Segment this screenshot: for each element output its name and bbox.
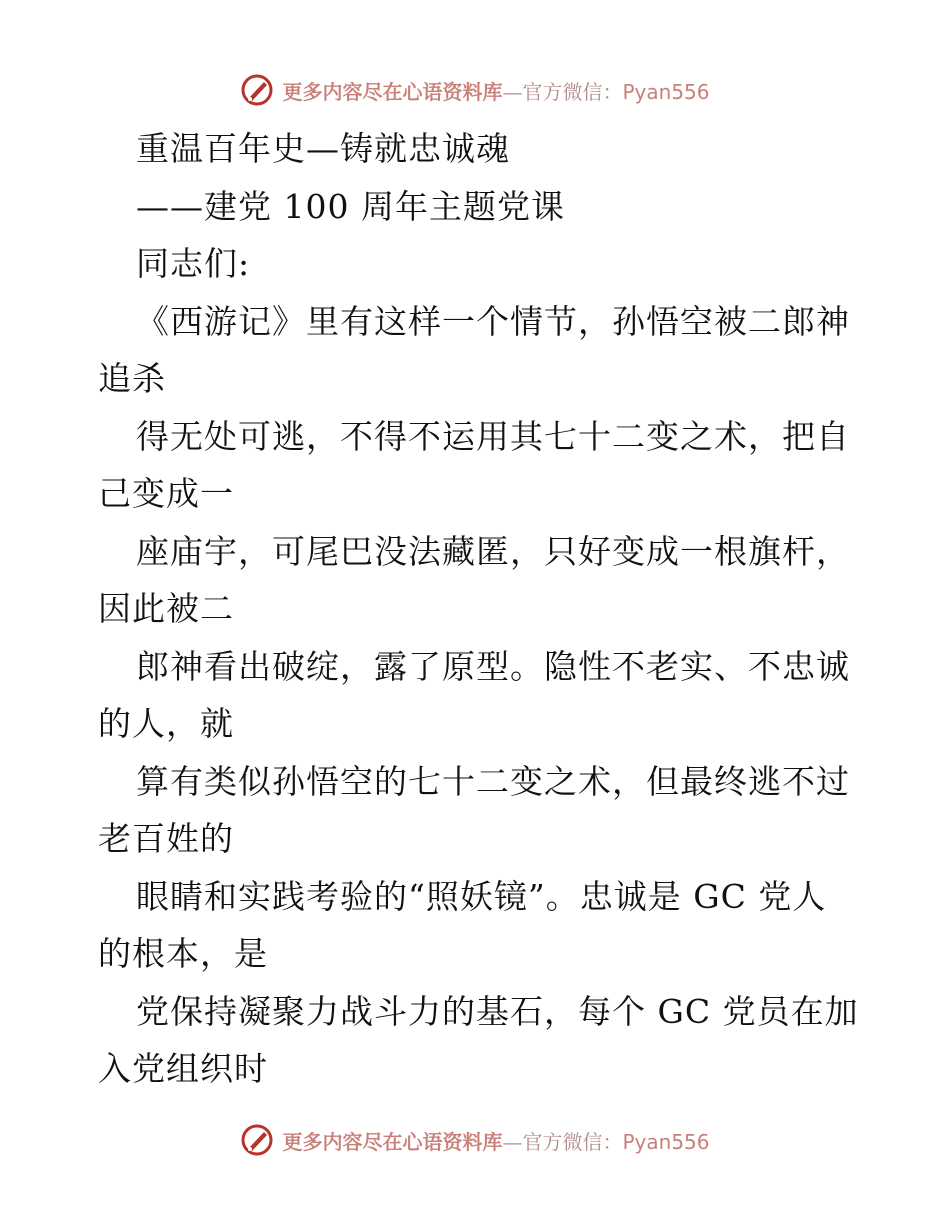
text-line: 算有类似孙悟空的七十二变之术，但最终逃不过 bbox=[136, 761, 850, 801]
text-line: 座庙宇，可尾巴没法藏匿，只好变成一根旗杆， bbox=[136, 531, 850, 571]
pen-logo-icon bbox=[240, 1123, 274, 1157]
header-banner bbox=[0, 70, 950, 110]
banner-separator: — bbox=[502, 79, 523, 104]
banner-wechat-label: 官方微信： bbox=[522, 79, 623, 104]
banner-text bbox=[282, 1126, 709, 1155]
banner-separator: — bbox=[502, 1129, 523, 1154]
banner-text bbox=[282, 76, 709, 105]
banner-wechat-label: 官方微信： bbox=[522, 1129, 623, 1154]
text-line: 得无处可逃，不得不运用其七十二变之术，把自 bbox=[136, 416, 850, 456]
text-line: ——建党 100 周年主题党课 bbox=[136, 186, 565, 226]
text-line: 因此被二 bbox=[98, 589, 234, 628]
pen-logo-icon bbox=[240, 73, 274, 107]
footer-banner bbox=[0, 1120, 950, 1160]
text-line: 党保持凝聚力战斗力的基石，每个 GC 党员在加 bbox=[136, 991, 859, 1031]
text-line: 老百姓的 bbox=[98, 819, 234, 858]
text-line: 郎神看出破绽，露了原型。隐性不老实、不忠诚 bbox=[136, 646, 850, 686]
text-line: 眼睛和实践考验的“照妖镜”。忠诚是 GC 党人 bbox=[136, 876, 827, 916]
text-line: 同志们: bbox=[136, 244, 251, 283]
text-line: 的人，就 bbox=[98, 704, 234, 743]
banner-site-text: 更多内容尽在心语资料库 bbox=[282, 79, 503, 104]
text-line: 入党组织时 bbox=[98, 1049, 268, 1088]
banner-wechat-id: Pyan556 bbox=[622, 79, 710, 104]
banner-site-text: 更多内容尽在心语资料库 bbox=[282, 1129, 503, 1154]
banner-wechat-id: Pyan556 bbox=[622, 1129, 710, 1154]
document-body bbox=[98, 120, 858, 1098]
text-line: 追杀 bbox=[98, 359, 166, 398]
text-line: 重温百年史—铸就忠诚魂 bbox=[136, 129, 510, 168]
text-line: 《西游记》里有这样一个情节，孙悟空被二郎神 bbox=[136, 301, 850, 341]
text-line: 己变成一 bbox=[98, 474, 234, 513]
text-line: 的根本，是 bbox=[98, 934, 268, 973]
